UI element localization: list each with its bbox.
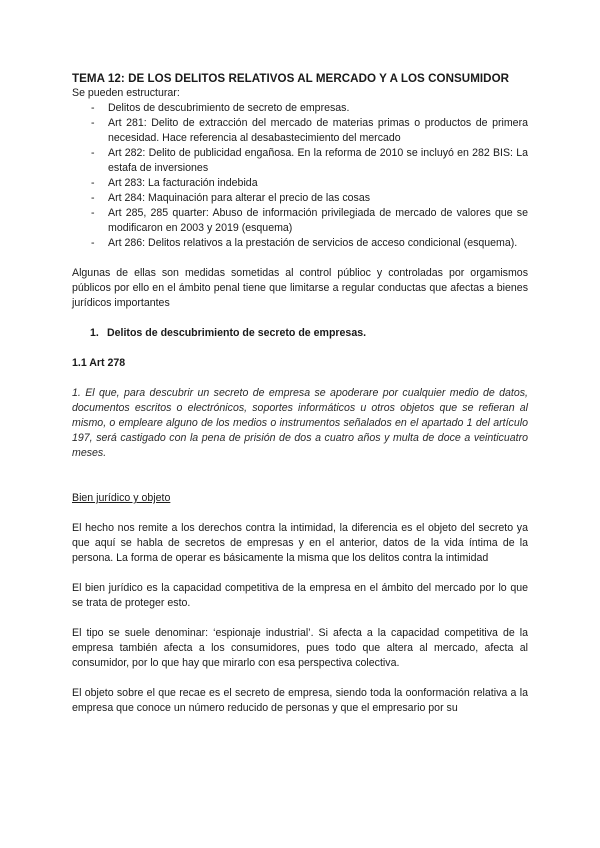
bullet-dash: -	[91, 117, 95, 129]
list-item	[72, 101, 528, 116]
document-title: TEMA 12: DE LOS DELITOS RELATIVOS AL MERCADO Y A LOS CONSUMIDOR	[72, 72, 510, 85]
list-item-text: Art 285, 285 quarter: Abuso de información privilegiada de mercado de valores que se modificaron en 2003 y 2019 (esquema)	[108, 207, 528, 234]
article-quote: 1. El que, para descubrir un secreto de empresa se apoderare por cualquier medio de datos, documentos escritos o electrónicos, soportes informáticos u otros objetos que se refieran al mismo, o empleare alguno de los medios o instrumentos señalados en el apartado 1 del artículo 197, será castigado con la pena de prisión de dos a cuatro años y multa de doce a veinticuatro meses.	[72, 387, 528, 459]
list-item	[72, 206, 528, 236]
list-item-text: Art 281: Delito de extracción del mercado de materias primas o productos de primera necesidad. Hace referencia al desabastecimiento del mercado	[108, 117, 528, 144]
list-item	[72, 236, 528, 251]
structure-list	[72, 101, 528, 251]
intro-text: Se pueden estructurar:	[72, 87, 180, 99]
bien-juridico-heading: Bien jurídico y objeto	[72, 492, 171, 504]
list-item-text: Delitos de descubrimiento de secreto de empresas.	[108, 102, 350, 114]
body-paragraph: El bien jurídico es la capacidad competitiva de la empresa en el ámbito del mercado por lo que se trata de proteger esto.	[72, 582, 528, 609]
bullet-dash: -	[91, 192, 95, 204]
list-item-text: Art 283: La facturación indebida	[108, 177, 258, 189]
list-item-text: Art 282: Delito de publicidad engañosa. En la reforma de 2010 se incluyó en 282 BIS: La estafa de inversiones	[108, 147, 528, 174]
bullet-dash: -	[91, 207, 95, 219]
body-paragraph: El objeto sobre el que recae es el secreto de empresa, siendo toda la oonformación relativa a la empresa que conoce un número reducido de personas y que el empresario por su	[72, 687, 528, 714]
subsection-heading: 1.1 Art 278	[72, 357, 126, 369]
list-item-text: Art 284: Maquinación para alterar el precio de las cosas	[108, 192, 371, 204]
bullet-dash: -	[91, 102, 95, 114]
list-item	[72, 116, 528, 146]
body-paragraph: El tipo se suele denominar: ‘espionaje industrial’. Si afecta a la capacidad competitiva de la empresa también afecta a los consumidores, pues todo que altera al mercado, afecta al consumidor, por lo que hay que mirarlo con esa perspectiva colectiva.	[72, 627, 528, 669]
list-item	[72, 191, 528, 206]
body-paragraph: El hecho nos remite a los derechos contra la intimidad, la diferencia es el objeto del secreto ya que aquí se habla de secretos de empresas y en el anterior, datos de la vida íntima de la persona. La forma de operar es básicamente la misma que los delitos contra la intimidad	[72, 522, 528, 564]
section-title: Delitos de descubrimiento de secreto de empresas.	[107, 327, 367, 339]
paragraph-algunas: Algunas de ellas son medidas sometidas al control públioc y controladas por orgamismos públicos por ello en el ámbito penal tiene que limitarse a regular conductas que afectas a bienes jurídicos importantes	[72, 267, 528, 309]
bullet-dash: -	[91, 147, 95, 159]
section-number: 1.	[90, 327, 99, 339]
list-item	[72, 146, 528, 176]
section-heading	[72, 326, 528, 341]
list-item	[72, 176, 528, 191]
bullet-dash: -	[91, 237, 95, 249]
bullet-dash: -	[91, 177, 95, 189]
list-item-text: Art 286: Delitos relativos a la prestación de servicios de acceso condicional (esquema).	[108, 237, 518, 249]
